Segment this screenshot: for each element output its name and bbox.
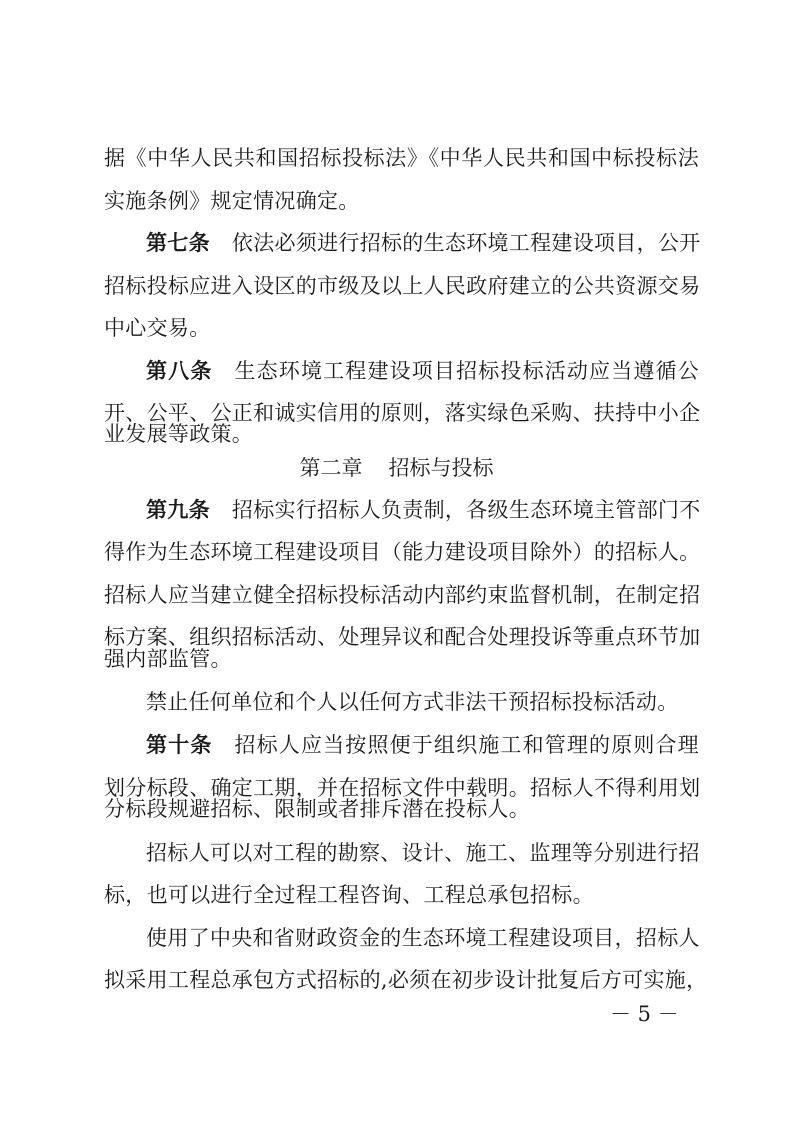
article-10-heading: 第十条	[146, 733, 213, 757]
body-line: 使用了中央和省财政资金的生态环境工程建设项目，招标人	[146, 926, 700, 950]
article-8-text: 生态环境工程建设项目招标投标活动应当遵循公	[234, 359, 699, 383]
article-7-heading: 第七条	[146, 231, 210, 255]
body-line: 得作为生态环境工程建设项目（能力建设项目除外）的招标人。	[104, 540, 701, 564]
article-7-line	[146, 231, 699, 255]
body-line: 据《中华人民共和国招标投标法》《中华人民共和国中标投标法	[104, 146, 699, 170]
article-8-heading: 第八条	[146, 359, 213, 383]
chapter-title: 招标与投标	[388, 456, 494, 480]
chapter-number: 第二章	[299, 456, 363, 480]
article-9-heading: 第九条	[146, 498, 210, 522]
body-line: 招标人可以对工程的勘察、设计、施工、监理等分别进行招	[146, 841, 700, 865]
body-line: 业发展等政策。	[104, 422, 254, 446]
body-line: 标方案、组织招标活动、处理异议和配合处理投诉等重点环节加	[104, 625, 701, 649]
body-line: 中心交易。	[104, 316, 211, 340]
article-10-line	[146, 733, 699, 757]
article-7-text: 依法必须进行招标的生态环境工程建设项目，公开	[231, 231, 701, 255]
body-line: 标，也可以进行全过程工程咨询、工程总承包招标。	[104, 883, 594, 907]
article-9-text: 招标实行招标人负责制，各级生态环境主管部门不	[231, 498, 701, 522]
body-line: 招标人应当建立健全招标投标活动内部约束监督机制，在制定招	[104, 583, 701, 607]
body-line: 划分标段、确定工期，并在招标文件中载明。招标人不得利用划	[104, 776, 701, 800]
chapter-heading	[0, 456, 793, 480]
body-line: 实施条例》规定情况确定。	[104, 189, 360, 213]
body-line: 禁止任何单位和个人以任何方式非法干预招标投标活动。	[146, 690, 679, 714]
body-line: 开、公平、公正和诚实信用的原则，落实绿色采购、扶持中小企	[104, 401, 701, 425]
page-number: － 5 －	[610, 1002, 679, 1026]
body-line: 招标投标应进入设区的市级及以上人民政府建立的公共资源交易	[104, 274, 701, 298]
body-line: 强内部监管。	[104, 647, 232, 671]
article-9-line	[146, 498, 699, 522]
article-10-text: 招标人应当按照便于组织施工和管理的原则合理	[234, 733, 699, 757]
body-line: 分标段规避招标、限制或者排斥潜在投标人。	[104, 797, 530, 821]
article-8-line	[146, 359, 699, 383]
body-line: 拟采用工程总承包方式招标的,必须在初步设计批复后方可实施，	[104, 968, 708, 992]
